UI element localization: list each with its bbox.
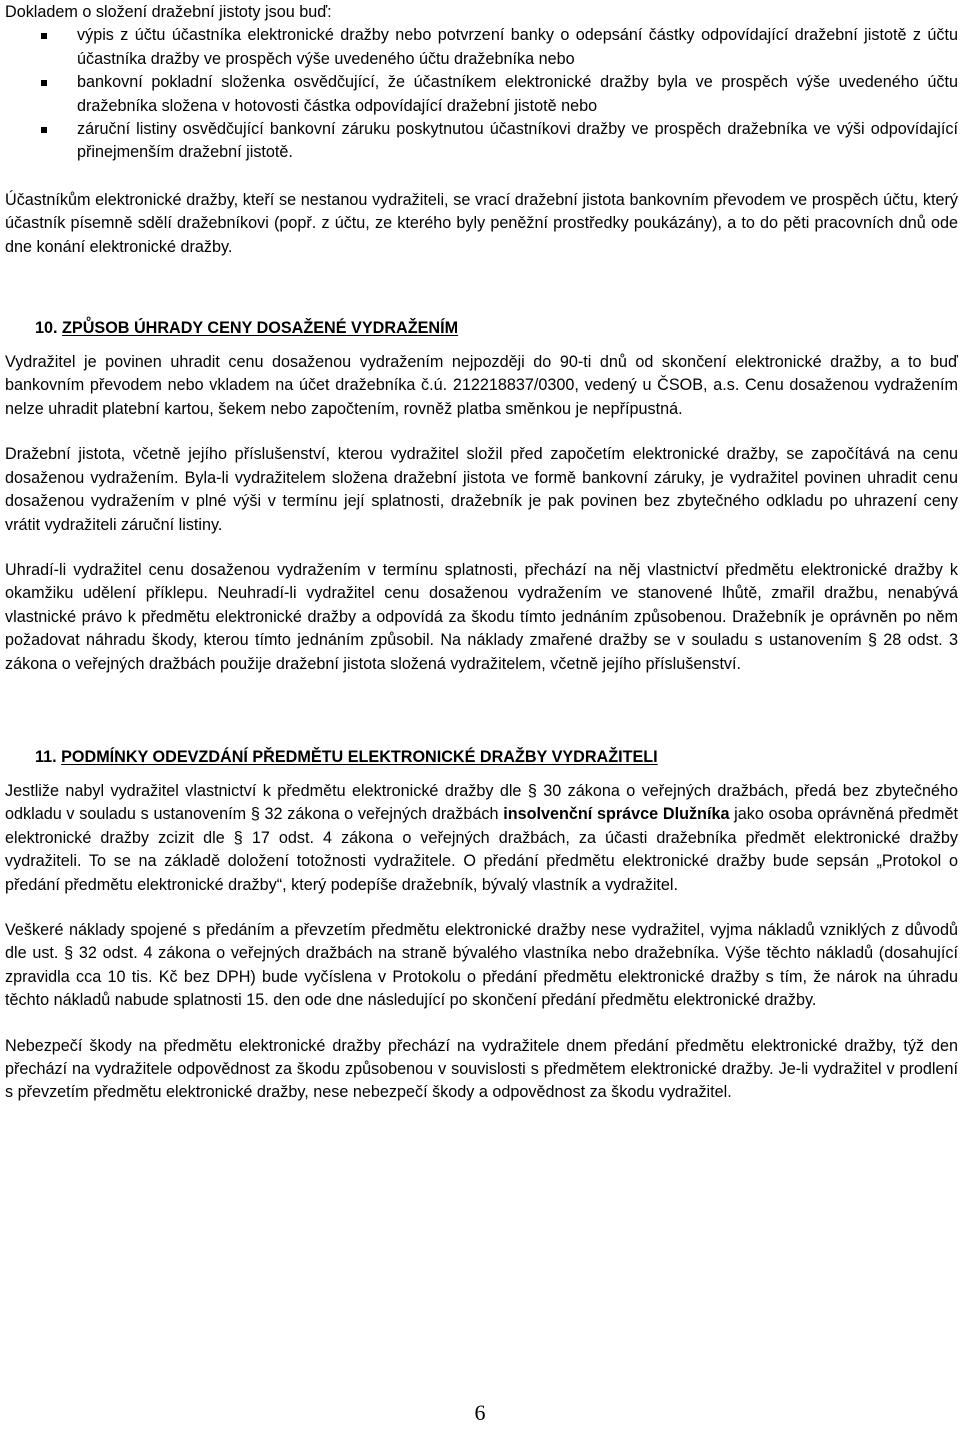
section-11-paragraph: Nebezpečí škody na předmětu elektronické dražby přechází na vydražitele dnem předání předmětu elektronické dražby, týž den přechází na vydražitele odpovědnost za škodu způsobenou v souvislosti s předmětem elektronické dražby. Je-li vydražitel v prodlení s převzetím předmětu elektronické dražby, nese nebezpečí škody a odpovědnost za škodu vydražitel.	[5, 1036, 958, 1102]
list-item	[5, 71, 958, 118]
section-10-paragraph: Uhradí-li vydražitel cenu dosaženou vydražením v termínu splatnosti, přechází na něj vlastnictví předmětu elektronické dražby k okamžiku udělení příklepu. Neuhradí-li vydražitel cenu dosaženou vydražením ve stanovené lhůtě, zmařil dražbu, nenabývá vlastnické právo k předmětu elektronické dražby a odpovídá za škodu tímto jednáním způsobenou. Dražebník je oprávněn po něm požadovat náhradu škody, kterou tímto jednáním způsobil. Na náklady zmařené dražby se v souladu s ustanovením § 28 odst. 3 zákona o veřejných dražbách použije dražební jistota složená vydražitelem, včetně jejího příslušenství.	[5, 560, 958, 673]
spacer	[5, 341, 958, 351]
paragraph-text: jako osoba oprávněná předmět elektronické dražby zcizit dle § 17 odst. 4 zákona o veřejných dražbách, za účasti dražebníka předmět elektronické dražby vydražiteli. To se na základě doložení totožnosti vydražitele. O předání předmětu elektronické dražby bude sepsán „Protokol o předání předmětu elektronické dražby“, který podepíše dražebník, bývalý vlastník a vydražitel.	[5, 805, 958, 894]
list-item-text: záruční listiny osvědčující bankovní záruku poskytnutou účastníkovi dražby ve prospěch dražebníka ve výši odpovídající přinejmenším dražební jistotě.	[77, 120, 958, 162]
spacer	[5, 537, 958, 559]
section-number: 11.	[35, 747, 57, 766]
bold-party-name: insolvenční správce Dlužníka	[503, 805, 730, 824]
square-bullet-icon	[41, 80, 47, 86]
spacer	[5, 897, 958, 919]
square-bullet-icon	[41, 33, 47, 39]
spacer	[5, 770, 958, 780]
section-11-paragraph	[5, 780, 958, 897]
spacer	[5, 1013, 958, 1035]
section-10-paragraph: Dražební jistota, včetně jejího příslušenství, kterou vydražitel složil před započetím elektronické dražby, se započítává na cenu dosaženou vydražením. Byla-li vydražitelem složena dražební jistota ve formě bankovní záruky, je vydražitel povinen uhradit cenu dosaženou vydražením v plné výši v termínu její splatnosti, dražebník je pak povinen bez zbytečného odkladu po uhrazení ceny vrátit vydražiteli záruční listiny.	[5, 445, 958, 534]
section-10-paragraph: Vydražitel je povinen uhradit cenu dosaženou vydražením nejpozději do 90-ti dnů od skončení elektronické dražby, a to buď bankovním převodem nebo vkladem na účet dražebníka č.ú. 212218837/0300, vedený u ČSOB, a.s. Cenu dosaženou vydražením nelze uhradit platební kartou, šekem nebo započtením, rovněž platba směnkou je nepřípustná.	[5, 353, 958, 418]
spacer	[5, 421, 958, 443]
spacer	[5, 259, 958, 317]
proof-list	[5, 24, 958, 164]
section-number: 10.	[35, 319, 58, 338]
paragraph-text: Jestliže nabyl vydražitel vlastnictví k předmětu elektronické dražby dle § 30 zákona o veřejných dražbách, předá bez zbytečného odkladu v souladu s ustanovením § 32 zákona o veřejných dražbách	[5, 781, 958, 824]
document-page	[5, 0, 958, 1105]
section-title: ZPŮSOB ÚHRADY CENY DOSAŽENÉ VYDRAŽENÍM	[62, 319, 459, 338]
spacer	[5, 676, 958, 746]
refund-paragraph: Účastníkům elektronické dražby, kteří se nestanou vydražiteli, se vrací dražební jistota bankovním převodem ve prospěch účtu, který účastník písemně sdělí dražebníkovi (popř. z účtu, ze kterého byly peněžní prostředky poukázány), a to do pěti pracovních dnů ode dne konání elektronické dražby.	[5, 190, 958, 256]
list-item-text: výpis z účtu účastníka elektronické dražby nebo potvrzení banky o odepsání částky odpovídající dražební jistotě z účtu účastníka dražby ve prospěch výše uvedeného účtu dražebníka nebo	[77, 26, 958, 68]
section-11-paragraph: Veškeré náklady spojené s předáním a převzetím předmětu elektronické dražby nese vydražitel, vyjma nákladů vzniklých z důvodů dle ust. § 32 odst. 4 zákona o veřejných dražbách na straně bývalého vlastníka nebo dražebníka. Výše těchto nákladů (dosahující zpravidla cca 10 tis. Kč bez DPH) bude vyčíslena v Protokolu o předání předmětu elektronické dražby s tím, že nárok na úhradu těchto nákladů nabude splatnosti 15. den ode dne následující po skončení předání předmětu elektronické dražby.	[5, 920, 958, 1010]
section-title: PODMÍNKY ODEVZDÁNÍ PŘEDMĚTU ELEKTRONICKÉ DRAŽBY VYDRAŽITELI	[61, 747, 658, 766]
spacer	[5, 165, 958, 189]
page-number: 6	[474, 1400, 486, 1425]
list-item	[5, 118, 958, 165]
section-11-heading	[5, 746, 958, 770]
section-10-heading	[5, 317, 958, 341]
list-item	[5, 24, 958, 71]
list-item-text: bankovní pokladní složenka osvědčující, že účastníkem elektronické dražby byla ve prospěch výše uvedeného účtu dražebníka složena v hotovosti částka odpovídající dražební jistotě nebo	[77, 73, 958, 115]
intro-line: Dokladem o složení dražební jistoty jsou buď:	[5, 3, 332, 21]
square-bullet-icon	[41, 127, 47, 133]
